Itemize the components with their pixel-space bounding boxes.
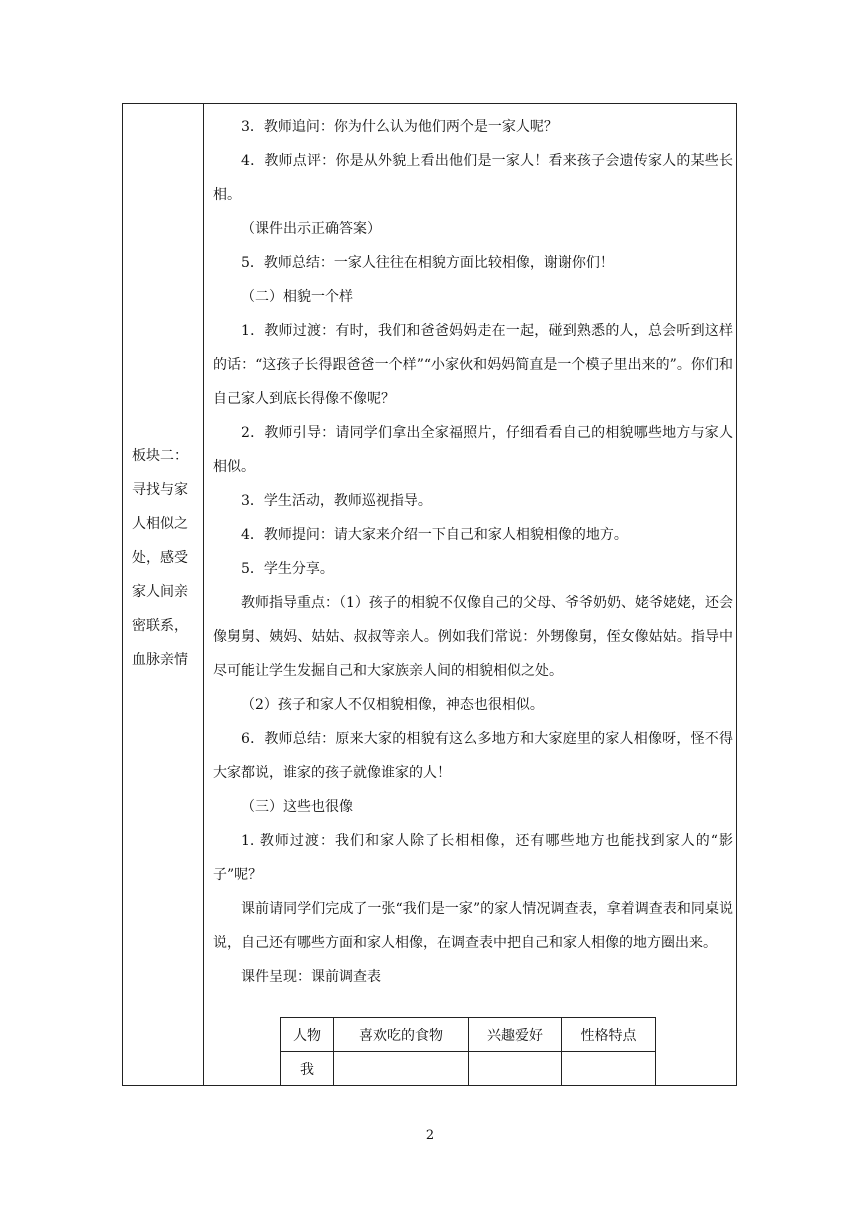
paragraph: 3．教师追问：你为什么认为他们两个是一家人呢？ <box>241 119 558 135</box>
section-heading: （二）相貌一个样 <box>241 289 353 305</box>
column-divider <box>203 104 204 1085</box>
paragraph: （2）孩子和家人不仅相貌相像，神态也很相似。 <box>241 697 544 713</box>
paragraph: 5．学生分享。 <box>241 561 334 577</box>
table-header-row <box>281 1018 656 1052</box>
section-label-line: 人相似之 <box>132 516 188 532</box>
table-header-cell: 性格特点 <box>562 1018 656 1052</box>
section-label-cell <box>123 439 203 677</box>
table-header-cell: 人物 <box>281 1018 334 1052</box>
lesson-content-cell <box>213 110 733 994</box>
table-row <box>281 1052 656 1086</box>
paragraph: 课前请同学们完成了一张“我们是一家”的家人情况调查表，拿着调查表和同桌说说，自己还有哪些方面和家人相像，在调查表中把自己和家人相像的地方圈出来。 <box>213 901 733 951</box>
paragraph: 课件呈现：课前调查表 <box>241 969 381 985</box>
paragraph: 5．教师总结：一家人往往在相貌方面比较相像，谢谢你们！ <box>241 255 614 271</box>
paragraph: 6．教师总结：原来大家的相貌有这么多地方和大家庭里的家人相像呀，怪不得大家都说，谁家的孩子就像谁家的人！ <box>213 731 733 781</box>
page-number: 2 <box>425 1128 435 1143</box>
paragraph: 3．学生活动，教师巡视指导。 <box>241 493 432 509</box>
paragraph: （课件出示正确答案） <box>241 221 381 237</box>
section-label-line: 寻找与家 <box>132 482 188 498</box>
table-header-cell: 喜欢吃的食物 <box>334 1018 469 1052</box>
section-label-line: 家人间亲 <box>132 584 188 600</box>
paragraph: 4．教师点评：你是从外貌上看出他们是一家人！看来孩子会遗传家人的某些长相。 <box>213 153 733 203</box>
section-label-line: 血脉亲情 <box>132 652 188 668</box>
section-label-line: 密联系， <box>132 618 188 634</box>
paragraph: 2．教师引导：请同学们拿出全家福照片，仔细看看自己的相貌哪些地方与家人相似。 <box>213 425 733 475</box>
paragraph: 1. 教师过渡：我们和家人除了长相相像，还有哪些地方也能找到家人的“影子”呢？ <box>213 833 733 883</box>
table-header-cell: 兴趣爱好 <box>469 1018 562 1052</box>
table-cell <box>469 1052 562 1086</box>
section-label-line: 板块二： <box>132 448 188 464</box>
lesson-table <box>122 103 737 1086</box>
paragraph: 4．教师提问：请大家来介绍一下自己和家人相貌相像的地方。 <box>241 527 628 543</box>
paragraph: 1．教师过渡：有时，我们和爸爸妈妈走在一起，碰到熟悉的人，总会听到这样的话：“这孩子长得跟爸爸一个样”“小家伙和妈妈简直是一个模子里出来的”。你们和自己家人到底长得像不像呢？ <box>213 323 733 407</box>
table-cell <box>334 1052 469 1086</box>
paragraph: 教师指导重点：（1）孩子的相貌不仅像自己的父母、爷爷奶奶、姥爷姥姥，还会像舅舅、姨妈、姑姑、叔叔等亲人。例如我们常说：外甥像舅，侄女像姑姑。指导中尽可能让学生发掘自己和大家族亲人间的相貌相似之处。 <box>213 595 733 679</box>
table-cell: 我 <box>281 1052 334 1086</box>
survey-table <box>280 1017 656 1086</box>
section-label-line: 处，感受 <box>132 550 188 566</box>
section-heading: （三）这些也很像 <box>241 799 353 815</box>
table-cell <box>562 1052 656 1086</box>
